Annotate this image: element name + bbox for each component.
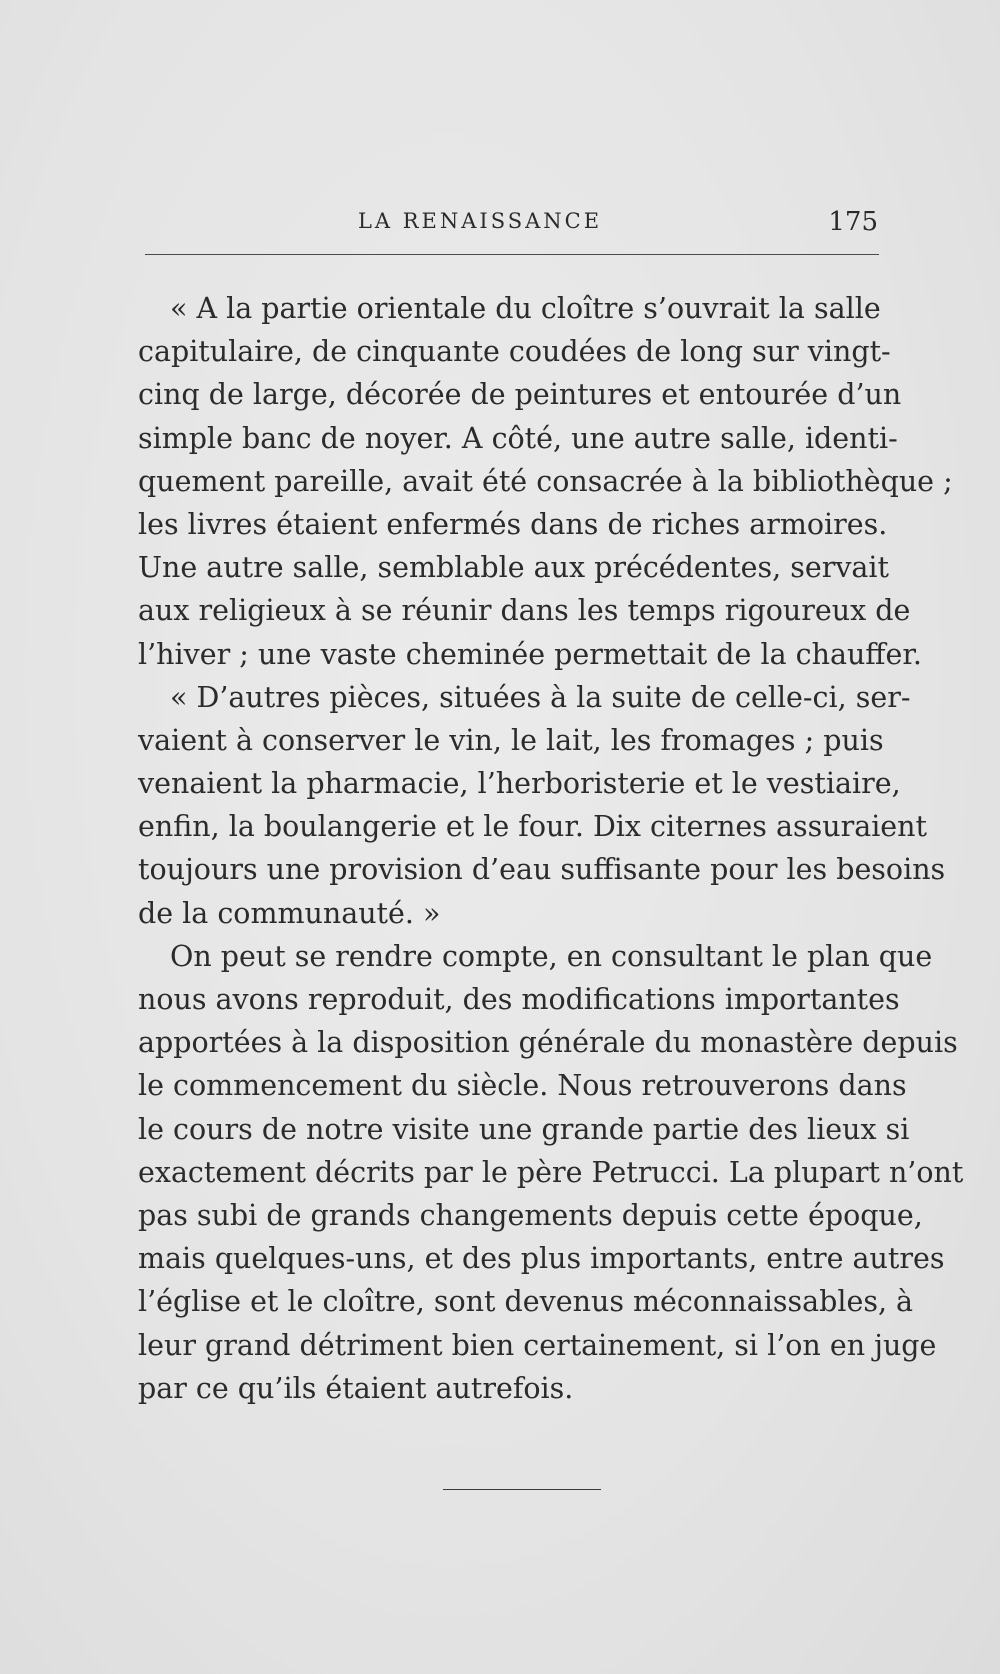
text-line: mais quelques-uns, et des plus importants, entre autres <box>138 1242 945 1276</box>
header-rule <box>145 254 879 255</box>
end-rule <box>443 1489 601 1490</box>
text-line: toujours une provision d’eau suffisante pour les besoins <box>138 853 946 887</box>
text-line: aux religieux à se réunir dans les temps rigoureux de <box>138 594 911 628</box>
text-line: « A la partie orientale du cloître s’ouvrait la salle <box>170 292 881 325</box>
text-line: l’hiver ; une vaste cheminée permettait de la chauffer. <box>138 637 922 671</box>
text-line: « D’autres pièces, situées à la suite de celle-ci, ser- <box>170 680 911 714</box>
text-line: enfin, la boulangerie et le four. Dix citernes assuraient <box>138 810 927 844</box>
text-line: On peut se rendre compte, en consultant le plan que <box>170 939 933 973</box>
text-line: pas subi de grands changements depuis cette époque, <box>138 1198 923 1232</box>
text-line: le commencement du siècle. Nous retrouverons dans <box>138 1069 907 1103</box>
text-line: par ce qu’ils étaient autrefois. <box>138 1371 574 1405</box>
text-line: quement pareille, avait été consacrée à la bibliothèque ; <box>138 464 953 498</box>
text-line: le cours de notre visite une grande partie des lieux si <box>138 1112 910 1146</box>
text-line: de la communauté. » <box>138 896 441 930</box>
text-line: venaient la pharmacie, l’herboristerie et le vestiaire, <box>138 767 901 801</box>
running-head <box>140 203 880 243</box>
text-line: capitulaire, de cinquante coudées de long sur vingt- <box>138 335 891 369</box>
text-line: cinq de large, décorée de peintures et entourée d’un <box>138 378 902 412</box>
body-text <box>138 287 964 1410</box>
running-title: LA RENAISSANCE <box>357 209 603 233</box>
text-line: Une autre salle, semblable aux précédentes, servait <box>138 551 889 585</box>
text-line: exactement décrits par le père Petrucci. La plupart n’ont <box>138 1155 964 1189</box>
text-line: apportées à la disposition générale du monastère depuis <box>138 1026 958 1060</box>
text-line: nous avons reproduit, des modifications importantes <box>138 983 900 1016</box>
text-line: les livres étaient enfermés dans de riches armoires. <box>138 507 888 541</box>
text-line: simple banc de noyer. A côté, une autre salle, identi- <box>138 421 898 455</box>
page-number: 175 <box>828 207 878 237</box>
text-line: vaient à conserver le vin, le lait, les fromages ; puis <box>138 723 884 757</box>
text-line: leur grand détriment bien certainement, si l’on en juge <box>138 1328 937 1362</box>
text-line: l’église et le cloître, sont devenus méconnaissables, à <box>138 1285 914 1319</box>
